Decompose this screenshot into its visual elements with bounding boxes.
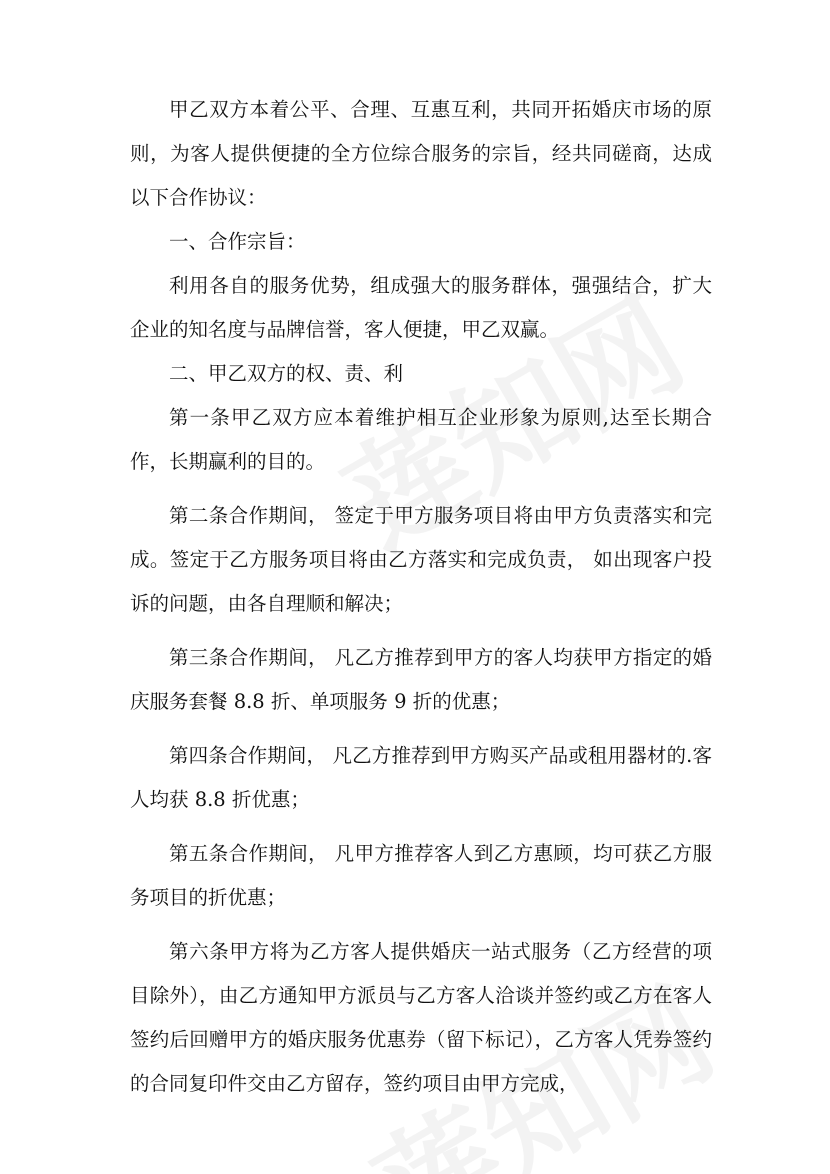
section-heading-rights: 二、甲乙双方的权、责、利: [169, 362, 404, 385]
article-1: 第一条甲乙双方应本着维护相互企业形象为原则,达至长期合作，长期赢利的目的。: [130, 406, 712, 473]
article-5: 第五条合作期间， 凡甲方推荐客人到乙方惠顾，均可获乙方服务项目的折优惠；: [130, 842, 712, 909]
purpose-paragraph: 利用各自的服务优势，组成强大的服务群体，强强结合，扩大企业的知名度与品牌信誉，客人便捷，甲乙双赢。: [130, 274, 712, 341]
article-4: 第四条合作期间， 凡乙方推荐到甲方购买产品或租用器材的.客人均获 8.8 折优惠；: [130, 744, 712, 811]
article-2: 第二条合作期间， 签定于甲方服务项目将由甲方负责落实和完成。签定于乙方服务项目将由乙方落实和完成负责， 如出现客户投诉的问题，由各自理顺和解决；: [130, 504, 712, 615]
intro-paragraph: 甲乙双方本着公平、合理、互惠互利，共同开拓婚庆市场的原则，为客人提供便捷的全方位综合服务的宗旨，经共同磋商，达成以下合作协议：: [130, 98, 712, 209]
document-body: [130, 88, 712, 1106]
section-heading-purpose: 一、合作宗旨：: [169, 230, 306, 253]
article-6: 第六条甲方将为乙方客人提供婚庆一站式服务（乙方经营的项目除外），由乙方通知甲方派员与乙方客人洽谈并签约或乙方在客人签约后回赠甲方的婚庆服务优惠券（留下标记），乙方客人凭券签约的合同复印件交由乙方留存，签约项目由甲方完成，: [130, 940, 712, 1095]
article-3: 第三条合作期间， 凡乙方推荐到甲方的客人均获甲方指定的婚庆服务套餐 8.8 折、单项服务 9 折的优惠；: [130, 646, 712, 713]
